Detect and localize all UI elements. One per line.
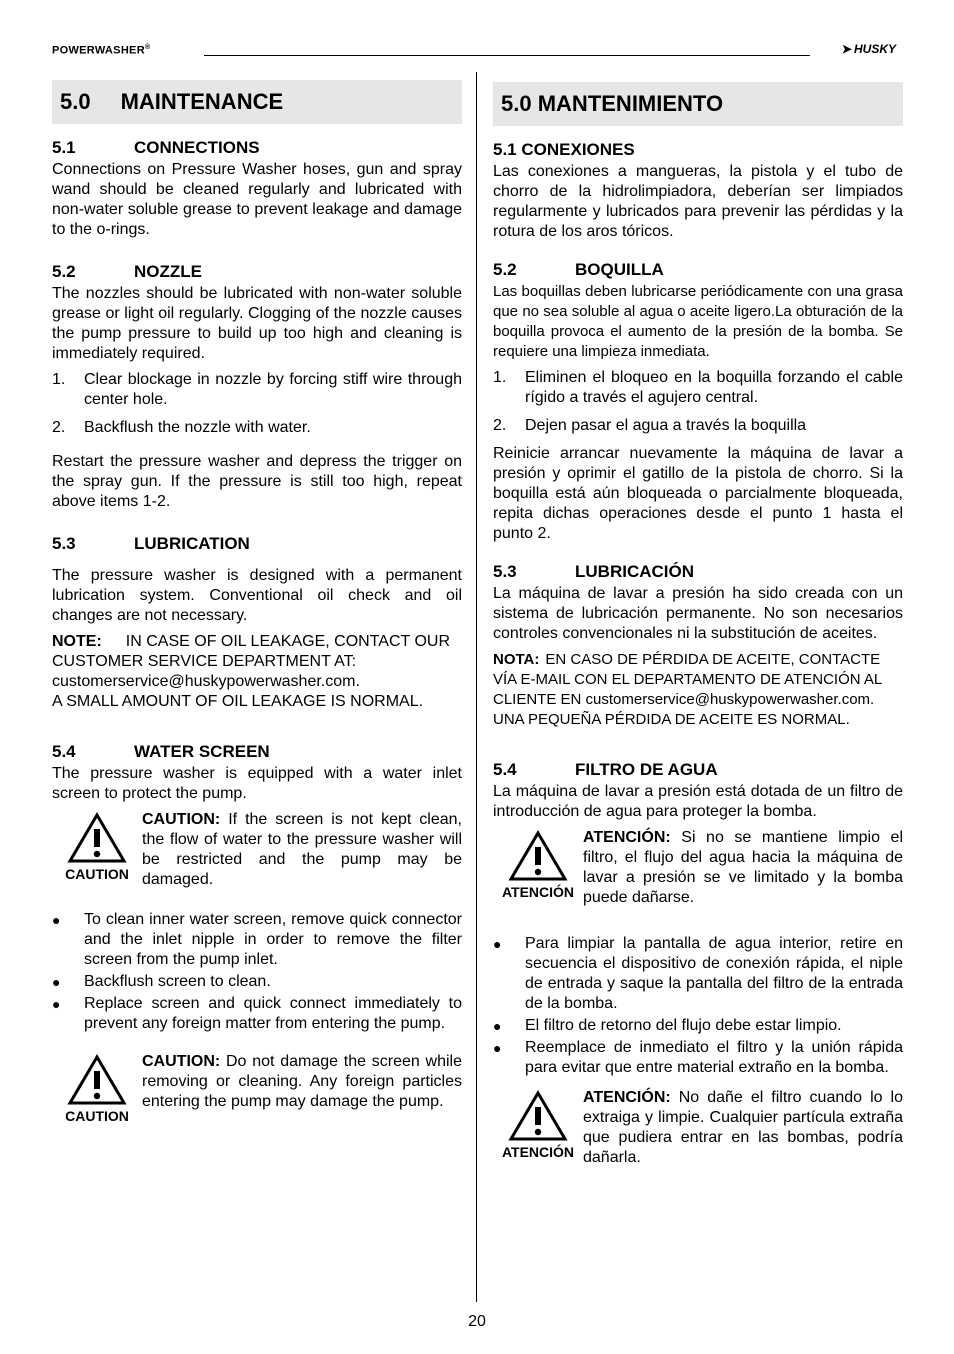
- list-item: ● Reemplace de inmediato el filtro y la unión rápida para evitar que entre material extraño en la bomba.: [493, 1039, 903, 1076]
- caution-text: CAUTION: Do not damage the screen while removing or cleaning. Any foreign particles entering the pump may damage the pump.: [142, 1053, 463, 1110]
- conexiones-text: Las conexiones a mangueras, la pistola y el tubo de chorro de la hidrolimpiadora, deberían ser limpiados regularmente y lubricados para prevenir las pérdidas y la rotura de los aros tóricos.: [493, 163, 903, 240]
- caution-label: CAUTION: [65, 866, 129, 882]
- caution-label: ATENCIÓN: [501, 884, 575, 900]
- oil-note: NOTA: EN CASO DE PÉRDIDA DE ACEITE, CONTACTE VÍA E-MAIL CON EL DEPARTAMENTO DE ATENCIÓN AL CLIENTE EN customerservice@huskypowerwasher.com. UNA PEQUEÑA PÉRDIDA DE ACEITE ES NORMAL.: [493, 651, 882, 728]
- heading-filtro: 5.4 FILTRO DE AGUA: [493, 760, 718, 779]
- heading-conexiones: 5.1 CONEXIONES: [493, 140, 635, 159]
- page-header: [52, 40, 896, 60]
- caution-box: [52, 1052, 462, 1124]
- nozzle-text: The nozzles should be lubricated with non-water soluble grease or light oil regularly. Clogging of the nozzle causes the pump pressure to build up too high and cleaning is immediately required.: [52, 285, 462, 362]
- nozzle-restart-text: Restart the pressure washer and depress the trigger on the spray gun. If the pressure is still too high, repeat above items 1-2.: [52, 453, 462, 510]
- filtro-bullets: [493, 934, 903, 1078]
- header-rule: [204, 55, 810, 56]
- caution-box: [493, 1088, 903, 1168]
- lubricacion-text: La máquina de lavar a presión ha sido creada con un sistema de lubricación permanente. No son necesarios controles convencionales ni la substitución de aceites.: [493, 585, 903, 642]
- warning-icon: [508, 830, 568, 882]
- heading-water-screen: 5.4 WATER SCREEN: [52, 742, 270, 761]
- column-divider: [476, 72, 477, 1302]
- heading-lubricacion: 5.3 LUBRICACIÓN: [493, 562, 694, 581]
- section-banner: 5.0 MANTENIMIENTO: [493, 82, 903, 126]
- caution-box: [493, 828, 903, 908]
- page-number: 20: [468, 1313, 486, 1330]
- warning-icon: [67, 812, 127, 864]
- list-item: ● Backflush screen to clean.: [52, 973, 271, 990]
- boquilla-restart-text: Reinicie arrancar nuevamente la máquina de lavar a presión y oprimir el gatillo de la pistola de chorro. Si la boquilla está aún bloqueada o parcialmente bloqueada, repita dichas operaciones desde el punto 1 hasta el punto 2.: [493, 445, 903, 542]
- list-item: 1. Clear blockage in nozzle by forcing stiff wire through center hole.: [52, 371, 462, 408]
- caution-box: [52, 810, 462, 890]
- heading-boquilla: 5.2 BOQUILLA: [493, 260, 664, 279]
- husky-logo: ➤ HUSKY: [841, 42, 896, 56]
- caution-text: CAUTION: If the screen is not kept clean, the flow of water to the pressure washer will be restricted and the pump may be damaged.: [142, 811, 462, 888]
- filtro-text: La máquina de lavar a presión está dotada de un filtro de introducción de agua para proteger la bomba.: [493, 783, 903, 820]
- email-link[interactable]: customerservice@huskypowerwasher.com.: [52, 673, 360, 690]
- caution-label: CAUTION: [65, 1108, 129, 1124]
- caution-text: ATENCIÓN: No dañe el filtro cuando lo lo extraiga y limpie. Cualquier partícula extraña que pudiera entrar en las bombas, podría dañarla.: [583, 1089, 903, 1166]
- caution-text: ATENCIÓN: Si no se mantiene limpio el filtro, el flujo del agua hacia la máquina de lavar a presión se ve limitado y la bomba puede dañarse.: [583, 829, 903, 906]
- heading-connections: 5.1 CONNECTIONS: [52, 138, 260, 157]
- list-item: ● Para limpiar la pantalla de agua interior, retire en secuencia el dispositivo de conexión rápida, el niple de entrada y saque la pantalla del filtro de la entrada de la bomba.: [493, 935, 903, 1012]
- brand-name: POWERWASHER®: [52, 44, 151, 57]
- husky-logo-icon: ➤: [841, 42, 852, 56]
- warning-icon: [67, 1054, 127, 1106]
- list-item: ● Replace screen and quick connect immediately to prevent any foreign matter from entering the pump.: [52, 995, 462, 1032]
- heading-nozzle: 5.2 NOZZLE: [52, 262, 202, 281]
- oil-note: NOTE: IN CASE OF OIL LEAKAGE, CONTACT OUR CUSTOMER SERVICE DEPARTMENT AT: customerservice@huskypowerwasher.com. A SMALL AMOUNT OF OIL LEAKAGE IS NORMAL.: [52, 633, 450, 710]
- spanish-column: [493, 80, 903, 1182]
- boquilla-text: Las boquillas deben lubricarse periódicamente con una grasa que no sea soluble al agua o aceite ligero.La obturación de la boquilla provoca el aumento de la presión de la bomba. Se requiere una limpieza inmediata.: [493, 283, 903, 360]
- section-banner: 5.0 MAINTENANCE: [52, 80, 462, 124]
- caution-label: ATENCIÓN: [501, 1144, 575, 1160]
- warning-icon: [508, 1090, 568, 1142]
- list-item: ● To clean inner water screen, remove quick connector and the inlet nipple in order to remove the filter screen from the pump inlet.: [52, 911, 462, 968]
- water-screen-text: The pressure washer is equipped with a water inlet screen to protect the pump.: [52, 765, 462, 802]
- heading-lubrication: 5.3 LUBRICATION: [52, 534, 250, 553]
- english-column: [52, 80, 462, 1138]
- boquilla-steps: [493, 368, 903, 436]
- connections-text: Connections on Pressure Washer hoses, gun and spray wand should be cleaned regularly and lubricated with non-water soluble grease to prevent leakage and damage to the o-rings.: [52, 161, 462, 238]
- list-item: 1. Eliminen el bloqueo en la boquilla forzando el cable rígido a través el agujero central.: [493, 369, 903, 406]
- list-item: 2. Backflush the nozzle with water.: [52, 419, 311, 436]
- water-screen-bullets: [52, 910, 462, 1034]
- lubrication-text: The pressure washer is designed with a permanent lubrication system. Conventional oil check and oil changes are not necessary.: [52, 567, 462, 624]
- nozzle-steps: [52, 370, 462, 438]
- email-link[interactable]: customerservice@huskypowerwasher.com.: [585, 691, 875, 708]
- list-item: 2. Dejen pasar el agua a través la boquilla: [493, 417, 807, 434]
- list-item: ● El filtro de retorno del flujo debe estar limpio.: [493, 1017, 842, 1034]
